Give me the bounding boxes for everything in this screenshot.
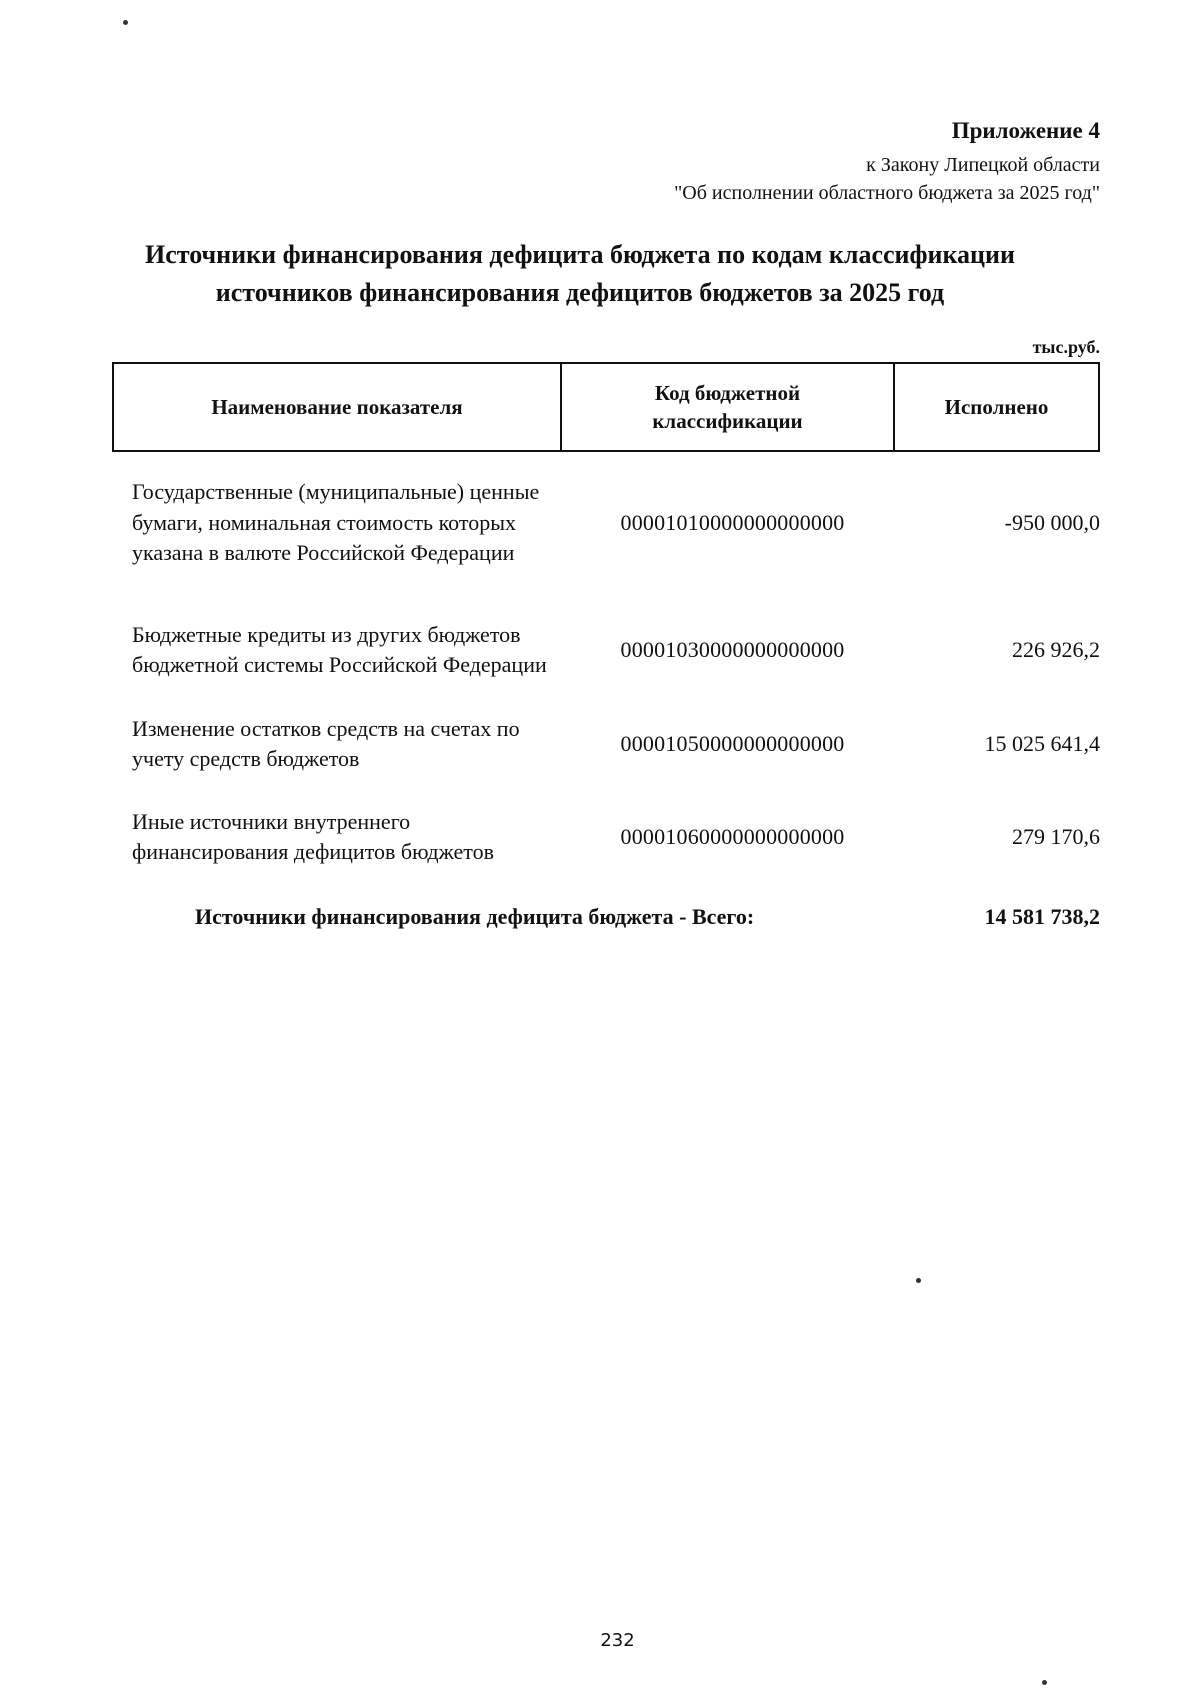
row-code: 00001060000000000000	[620, 824, 845, 849]
row-name: Изменение остатков средств на счетах по учету средств бюджетов	[132, 715, 520, 771]
column-header-code-label: Код бюджетной классификации	[652, 380, 803, 433]
units-label: тыс.руб.	[1032, 337, 1100, 357]
column-header-executed: Исполнено	[944, 394, 1049, 419]
document-title-line-1: Источники финансирования дефицита бюджета по кодам классификации	[145, 240, 1015, 269]
row-code: 00001030000000000000	[620, 637, 845, 662]
total-value: 14 581 738,2	[984, 904, 1100, 929]
table-row	[112, 462, 1100, 584]
row-name: Государственные (муниципальные) ценные бумаги, номинальная стоимость которых указана в валюте Российской Федерации	[132, 479, 540, 566]
row-value: 15 025 641,4	[984, 731, 1100, 756]
row-name: Иные источники внутреннего финансирования дефицитов бюджетов	[132, 808, 495, 864]
row-code: 00001050000000000000	[620, 731, 845, 756]
appendix-title: Приложение 4	[951, 118, 1100, 143]
document-title-line-2: источников финансирования дефицитов бюджетов за 2025 год	[215, 278, 945, 307]
scan-speck	[123, 20, 128, 25]
table-row	[112, 713, 1100, 775]
row-code: 00001010000000000000	[620, 510, 845, 535]
scan-speck	[916, 1278, 921, 1283]
column-header-code	[562, 364, 895, 450]
table-row	[112, 806, 1100, 868]
appendix-law-title: "Об исполнении областного бюджета за 2025 год"	[674, 182, 1100, 204]
row-value: -950 000,0	[1004, 510, 1100, 535]
scan-speck	[1042, 1680, 1047, 1685]
column-header-name: Наименование показателя	[114, 364, 562, 450]
row-value: 279 170,6	[1012, 824, 1100, 849]
appendix-law-line: к Закону Липецкой области	[866, 154, 1100, 176]
row-name: Бюджетные кредиты из других бюджетов бюджетной системы Российской Федерации	[132, 621, 547, 677]
row-value: 226 926,2	[1012, 637, 1100, 662]
table-row	[112, 604, 1100, 696]
page-number: 232	[600, 1630, 635, 1651]
total-label: Источники финансирования дефицита бюджета - Всего:	[195, 904, 755, 929]
table-header	[112, 362, 1100, 452]
